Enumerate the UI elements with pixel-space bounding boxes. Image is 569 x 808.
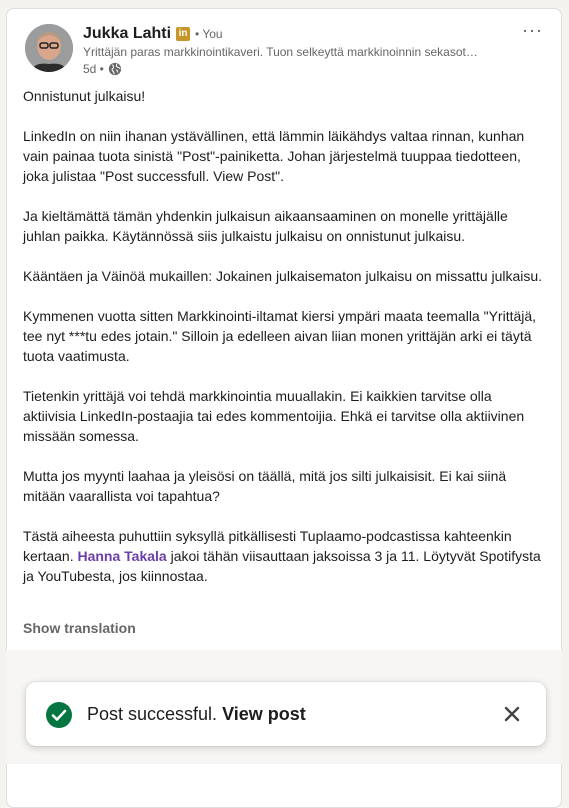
close-icon[interactable] [500,702,524,726]
last-paragraph-end: jakoi tähän viisauttaan jaksoissa 3 ja 11. Löytyvät Spotifysta ja YouTubesta, jos kiinnostaa. [23,548,541,584]
post-paragraph: Kääntäen ja Väinöä mukaillen: Jokainen julkaisematon julkaisu on missattu julkaisu. [23,268,543,284]
post-paragraph: Kymmenen vuotta sitten Markkinointi-iltamat kiersi ympäri maata teemalla "Yrittäjä, tee nyt ***tu edes jotain." Silloin ja edelleen aivan liian monen yrittäjän arki ei täytä tuota vaatimusta. [23,308,537,364]
linkedin-premium-icon: in [176,27,190,41]
toast-text: Post successful. [87,704,218,724]
you-label: • You [195,27,223,41]
post-paragraph: LinkedIn on niin ihanan ystävällinen, että lämmin läikähdys valtaa rinnan, kunhan vain painaa tuota sinistä "Post"-painiketta. Johan järjestelmä tuuppaa tiedotteen, joka julistaa "Post successfull. View Post". [23,128,525,184]
toast-message [87,704,306,725]
post-meta [83,62,122,76]
globe-icon [108,62,122,76]
post-body [23,86,543,606]
author-headline: Yrittäjän paras markkinointikaveri. Tuon selkeyttä markkinoinnin sekasot… [83,45,478,59]
mention-link[interactable]: Hanna Takala [77,548,167,564]
post-paragraph: Ja kieltämättä tämän yhdenkin julkaisun aikaansaaminen on monelle yrittäjälle juhlan paikka. Käytännössä siis julkaistu julkaisu on onnistunut julkaisu. [23,208,508,244]
show-translation-button[interactable]: Show translation [23,620,136,636]
view-post-link[interactable]: View post [222,704,306,724]
check-circle-icon [46,702,72,728]
post-paragraph: Onnistunut julkaisu! [23,88,146,104]
post-paragraph: Mutta jos myynti laahaa ja yleisösi on täällä, mitä jos silti julkaisisit. Ei kai siinä mitään vaarallista voi tapahtua? [23,468,507,504]
success-toast [26,682,546,746]
last-paragraph-start: Tästä aiheesta puhuttiin syksyllä pitkällisesti Tuplaamo-podcastissa kahteenkin kertaan. [23,528,512,564]
post-paragraph-last [23,526,543,586]
author-name[interactable]: Jukka Lahti [83,25,172,42]
author-name-row [83,25,223,43]
author-avatar[interactable] [25,24,73,72]
post-paragraph: Tietenkin yrittäjä voi tehdä markkinointia muuallakin. Ei kaikkien tarvitse olla aktiivisia LinkedIn-postaajia tai edes kommentoijia. Ehkä ei tarvitse olla aktiivinen missään somessa. [23,388,525,444]
post-age: 5d • [83,62,104,76]
more-options-button[interactable]: ··· [522,20,543,40]
post-header [25,20,549,84]
